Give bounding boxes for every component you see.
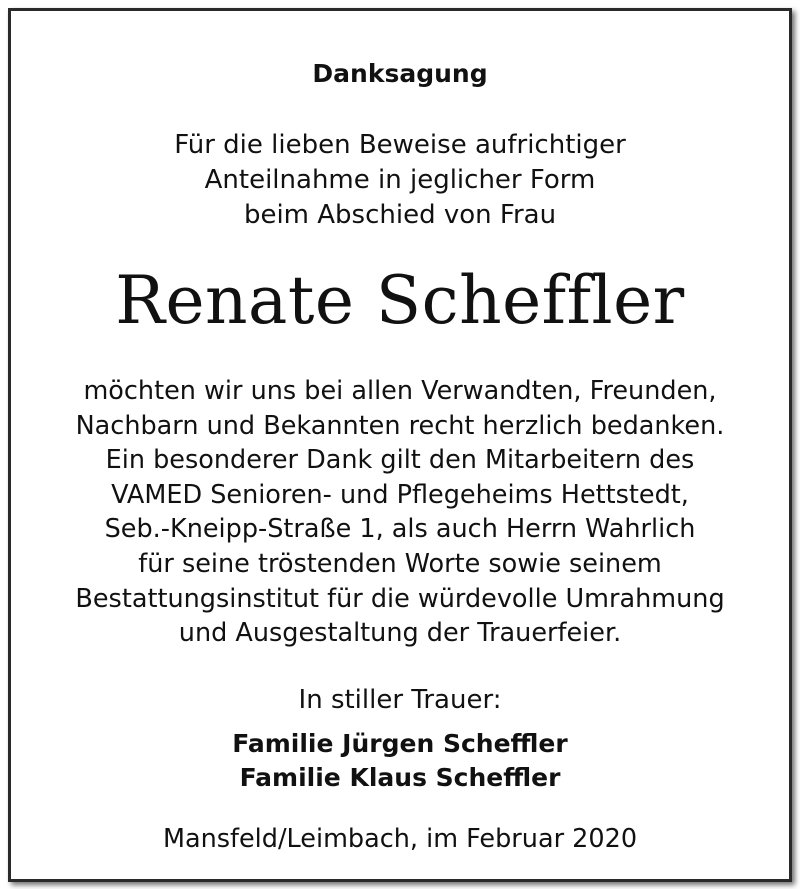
thanks-line: Seb.-Kneipp-Straße 1, als auch Herrn Wahrlich: [104, 514, 696, 545]
intro-line: beim Abschied von Frau: [243, 200, 557, 230]
thanks-line: möchten wir uns bei allen Verwandten, Freunden,: [83, 376, 717, 406]
thanks-line: und Ausgestaltung der Trauerfeier.: [178, 618, 622, 649]
thanks-line: Nachbarn und Bekannten recht herzlich bedanken.: [75, 410, 725, 441]
intro-line: Anteilnahme in jeglicher Form: [204, 165, 596, 195]
thanks-line: VAMED Senioren- und Pflegeheims Hettstedt,: [111, 479, 689, 510]
place-date: Mansfeld/Leimbach, im Februar 2020: [162, 824, 638, 854]
thanks-line: für seine tröstenden Worte sowie seinem: [138, 548, 662, 579]
thanks-line: Ein besonderer Dank gilt den Mitarbeitern des: [105, 445, 695, 476]
intro-line: Für die lieben Beweise aufrichtiger: [174, 130, 626, 160]
notice-frame: [8, 8, 792, 882]
intro-text: [11, 128, 789, 233]
thanks-line: Bestattungsinstitut für die würdevolle Umrahmung: [75, 583, 725, 614]
families-list: [11, 727, 789, 795]
notice-heading: Danksagung: [312, 59, 488, 88]
deceased-name: Renate Scheffler: [115, 262, 685, 339]
family-name: Familie Klaus Scheffler: [239, 763, 561, 792]
thanks-text: [11, 374, 789, 651]
family-name: Familie Jürgen Scheffler: [232, 729, 568, 758]
mourning-label: In stiller Trauer:: [298, 685, 502, 715]
